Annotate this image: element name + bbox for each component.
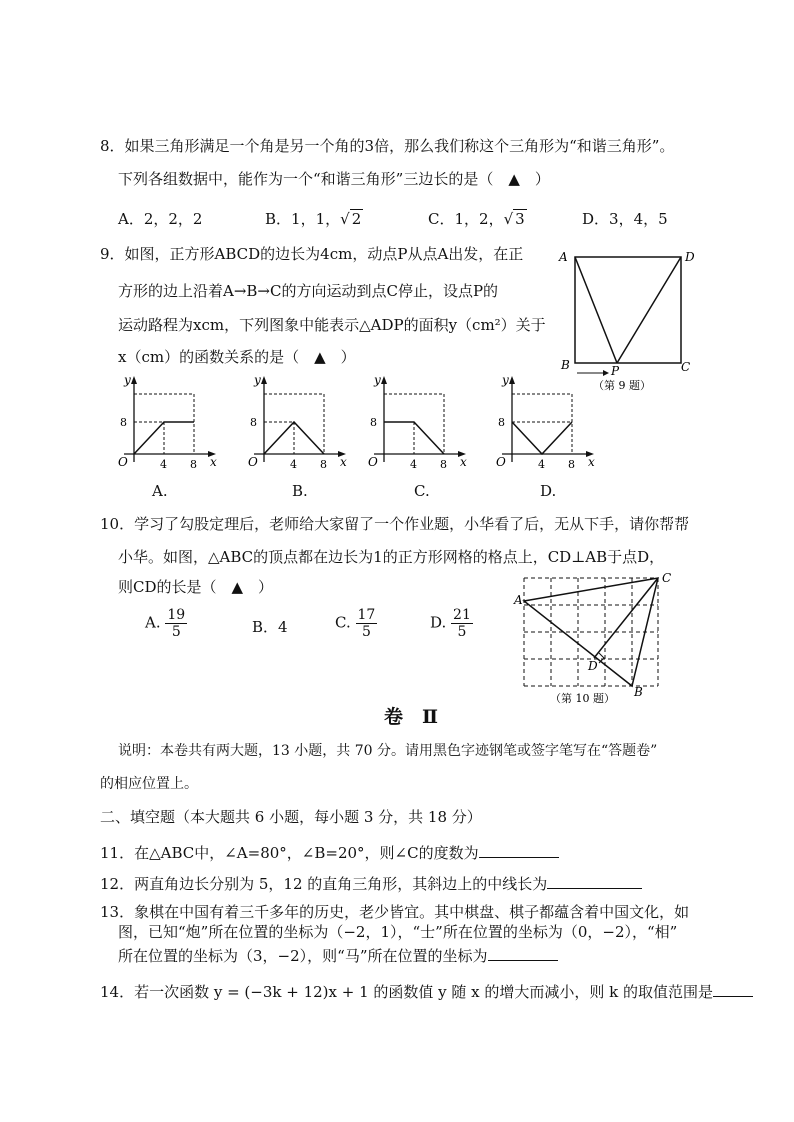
sqrt-symbol: √ 3 [503,210,525,228]
q9-graph-c [362,372,474,472]
answer-blank [488,946,558,961]
q8-line2: 下列各组数据中，能作为一个“和谐三角形”三边长的是（ ▲ ） [118,170,550,188]
answer-blank [547,874,642,889]
svg-text:x: x [588,455,595,469]
q10-grid-figure [510,570,680,705]
svg-text:x: x [340,455,347,469]
svg-text:4: 4 [290,458,297,471]
q11: 11．在△ABC中，∠A=80°，∠B=20°，则∠C的度数为 [100,843,559,862]
part2-note-line1: 说明：本卷共有两大题，13 小题，共 70 分。请用黑色字迹钢笔或签字笔写在“答题卷” [118,743,658,759]
svg-text:4: 4 [410,458,417,471]
svg-text:8: 8 [320,458,327,471]
q10-option-d: D. $\frac{21}{5}$ [430,607,471,640]
q9-line4: x（cm）的函数关系的是（ ▲ ） [118,348,356,366]
label-c: C [681,360,691,374]
svg-text:8: 8 [190,458,197,471]
svg-text:8: 8 [498,416,505,429]
q8-option-c: C．1，2，√ 3 [428,210,525,228]
svg-text:y: y [374,373,381,387]
q9-graph-c-label: C. [414,482,430,500]
q13-line3: 所在位置的坐标为（3，−2），则“马”所在位置的坐标为 [118,946,558,965]
svg-text:8: 8 [370,416,377,429]
q10-option-c: C. $\frac{17}{5}$ [335,607,376,640]
part2-title: 卷 Ⅱ [384,706,439,728]
label-p: P [611,364,620,378]
caption: （第 10 题） [550,692,615,705]
svg-text:x: x [460,455,467,469]
q8-line1: 8．如果三角形满足一个角是另一个角的3倍，那么我们称这个三角形为“和谐三角形”。 [100,137,675,155]
q9-graph-b-label: B. [292,482,308,500]
svg-text:8: 8 [120,416,127,429]
q9-line1: 9．如图，正方形ABCD的边长为4cm，动点P从点A出发，在正 [100,245,524,263]
label-c: C [662,571,672,585]
q13-line1: 13．象棋在中国有着三千多年的历史，老少皆宜。其中棋盘、棋子都蕴含着中国文化，如 [100,903,690,921]
part2-note-line2: 的相应位置上。 [100,776,198,792]
svg-text:O: O [496,455,506,469]
svg-text:8: 8 [250,416,257,429]
label-a: A [559,250,568,264]
q9-line2: 方形的边上沿着A→B→C的方向运动到点C停止，设点P的 [118,282,499,300]
label-b: B [634,685,643,699]
label-d: D [685,250,695,264]
q9-graph-b [242,372,354,472]
label-d: D [588,659,598,673]
answer-blank [479,843,559,858]
q10-option-a: A. $\frac{19}{5}$ [145,607,186,640]
q10-line1: 10．学习了勾股定理后，老师给大家留了一个作业题，小华看了后，无从下手，请你帮帮 [100,515,690,533]
svg-text:4: 4 [538,458,545,471]
svg-text:8: 8 [568,458,575,471]
answer-blank [713,982,753,997]
q14: 14．若一次函数 y = (−3k + 12)x + 1 的函数值 y 随 x 的增大而减小，则 k 的取值范围是 [100,982,753,1001]
section-heading: 二、填空题（本大题共 6 小题，每小题 3 分，共 18 分） [100,808,482,826]
q9-graph-d-label: D. [540,482,557,500]
label-a: A [514,593,523,607]
q8-option-b: B．1，1，√ 2 [265,210,362,228]
q9-line3: 运动路程为xcm，下列图象中能表示△ADP的面积y（cm²）关于 [118,316,546,334]
q13-line2: 图，已知“炮”所在位置的坐标为（−2，1），“士”所在位置的坐标为（0，−2），“相” [118,923,678,941]
q12: 12．两直角边长分别为 5，12 的直角三角形，其斜边上的中线长为 [100,874,642,893]
q9-graph-a-label: A. [152,482,168,500]
q10-line2: 小华。如图，△ABC的顶点都在边长为1的正方形网格的格点上，CD⊥AB于点D， [118,548,665,566]
svg-text:y: y [502,373,509,387]
q8-option-d: D．3，4，5 [582,210,668,228]
caption: （第 9 题） [593,379,651,392]
sqrt-symbol: √ 2 [340,210,362,228]
svg-text:4: 4 [160,458,167,471]
svg-text:x: x [210,455,217,469]
q9-graph-d [490,372,602,472]
q9-graph-a [112,372,224,472]
svg-text:8: 8 [440,458,447,471]
svg-text:y: y [124,373,131,387]
q10-line3: 则CD的长是（ ▲ ） [118,578,274,596]
label-b: B [561,358,570,372]
svg-text:O: O [368,455,378,469]
svg-text:O: O [118,455,128,469]
svg-text:y: y [254,373,261,387]
q10-option-b: B．4 [252,618,288,636]
svg-text:O: O [248,455,258,469]
q8-option-a: A．2，2，2 [118,210,203,228]
